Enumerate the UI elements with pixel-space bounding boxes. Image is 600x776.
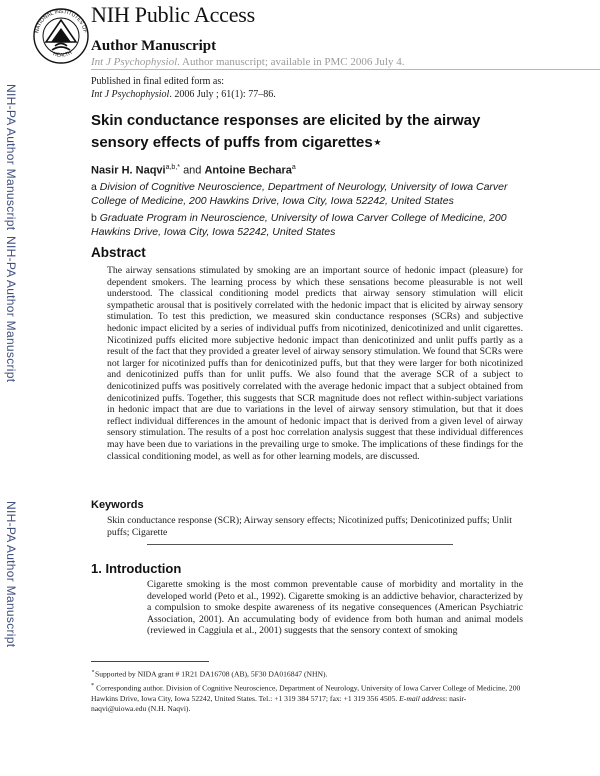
availability-line	[91, 56, 404, 68]
affiliation-a	[91, 180, 521, 208]
footnote-corresponding	[91, 681, 521, 714]
author-bechara: Antoine Bechara	[204, 164, 292, 177]
author-naqvi-affiliation-mark: a,b,*	[165, 164, 180, 171]
keywords-heading: Keywords	[91, 499, 144, 511]
nih-seal-icon	[32, 6, 90, 72]
side-watermark-bottom: NIH-PA Author Manuscript	[4, 501, 18, 648]
introduction-heading: 1. Introduction	[91, 561, 182, 576]
abstract-heading: Abstract	[91, 245, 146, 260]
footnote-email-label: E-mail address	[399, 693, 446, 703]
abstract-body: The airway sensations stimulated by smoking are an important source of hedonic impact (pleasure) for dependent smokers. The learning process by which these sensations become pleasurable is not well understood. The classical conditioning model predicts that airway sensory stimulation will elicit sympathetic arousal that is positively correlated with the hedonic impact that is elicited by airway sensory stimulation. To test this prediction, we measured skin conductance responses (SCRs) and subjective hedonic impact elicited by a series of individual puffs from nicotinized, denicotinized and unlit cigarettes. Nicotinized puffs elicited more subjective hedonic impact than denicotinized and unlit puffs partly as a result of the fact that they provided a greater level of airway sensory stimulation. We found that SCRs were not larger for nicotinized puffs than for denicotinized puffs, but that they were larger for both nicotinized and denicotinized puffs than for unlit puffs. We also found that the average SCR of a subject to denicotinized puffs was positively correlated with the average hedonic impact that a subject obtained from denicotinized puffs. Together, this suggests that SCR magnitude does not reflect within-subject variations in hedonic impact that are due to variations in the level of airway sensory stimulation, but that it does reflect individual differences in the amount of hedonic impact that is derived from a given level of airway sensory stimulation. The results of a post hoc correlation analysis suggest that these individual differences may have been due to variations in the prevailing urge to smoke. The implications of these findings for the classical conditioning model, as well as for other learning models, are discussed.	[107, 265, 523, 462]
keywords-list: Skin conductance response (SCR); Airway sensory effects; Nicotinized puffs; Denicotinized puffs; Unlit puffs; Cigarette	[107, 515, 512, 538]
article-title-text: Skin conductance responses are elicited by the airway sensory effects of puffs from cigarettes	[91, 112, 481, 151]
availability-text: . Author manuscript; available in PMC 2006 July 4.	[177, 56, 405, 68]
header-divider	[91, 69, 600, 70]
citation-rest: . 2006 July ; 61(1): 77–86.	[169, 89, 276, 100]
journal-name: Int J Psychophysiol	[91, 56, 178, 68]
footnote-funding-text: Supported by NIDA grant # 1R21 DA16708 (AB), 5F30 DA016847 (NHN).	[94, 669, 328, 679]
author-line	[91, 164, 296, 177]
footnote-corresponding-text: Corresponding author. Division of Cognitive Neuroscience, Department of Neurology, University of Iowa Carver College of Medicine, 200 Hawkins Drive, Iowa City, Iowa 52242, United States. Tel.: +1 319 384 5717; fax: +1 319 356 4505.	[91, 683, 521, 703]
affiliation-b-label: b	[91, 212, 97, 224]
author-conjunction: and	[183, 164, 202, 177]
footnote-email: : nasir-naqvi@uiowa.edu (N.H. Naqvi).	[91, 693, 467, 713]
side-watermark-middle: NIH-PA Author Manuscript	[4, 236, 18, 383]
keywords-divider	[147, 544, 453, 545]
publication-info	[91, 75, 276, 101]
footnote-corresponding-mark: *	[91, 682, 95, 689]
svg-text:NATIONAL INSTITUTES OF: NATIONAL INSTITUTES OF	[34, 8, 88, 34]
author-bechara-affiliation-mark: a	[291, 164, 296, 171]
svg-text:HEALTH: HEALTH	[52, 49, 74, 59]
affiliation-a-label: a	[91, 181, 97, 193]
published-label: Published in final edited form as:	[91, 76, 225, 87]
citation	[91, 88, 276, 101]
nih-seal-logo	[32, 6, 90, 72]
affiliation-a-text: Division of Cognitive Neuroscience, Department of Neurology, University of Iowa Carver College of Medicine, 200 Hawkins Drive, Iowa City, Iowa 52242, United States	[91, 181, 508, 207]
affiliation-b	[91, 211, 521, 239]
affiliation-b-text: Graduate Program in Neuroscience, University of Iowa Carver College of Medicine, 200 Hawkins Drive, Iowa City, Iowa 52242, United States	[91, 212, 507, 238]
footnote-funding	[91, 667, 521, 680]
side-watermark-top: NIH-PA Author Manuscript	[4, 84, 18, 231]
nih-public-access-title: NIH Public Access	[91, 2, 256, 27]
author-manuscript-label: Author Manuscript	[91, 38, 217, 54]
article-title	[91, 110, 531, 154]
title-footnote-mark: ⋆	[372, 134, 383, 151]
footnote-funding-mark: ⋆	[91, 668, 95, 675]
author-naqvi: Nasir H. Naqvi	[91, 164, 166, 177]
citation-journal: Int J Psychophysiol	[91, 89, 170, 100]
introduction-body: Cigarette smoking is the most common preventable cause of morbidity and mortality in the developed world (Peto et al., 1992). Cigarette smoking is an addictive behavior, characterized by a compulsion to smoke despite awareness of its negative consequences (American Psychiatric Association, 2001). An accumulating body of evidence from both human and animal models (reviewed in Caggiula et al., 2001) suggests that the sensory context of smoking	[147, 579, 523, 637]
footnote-divider	[91, 661, 209, 662]
